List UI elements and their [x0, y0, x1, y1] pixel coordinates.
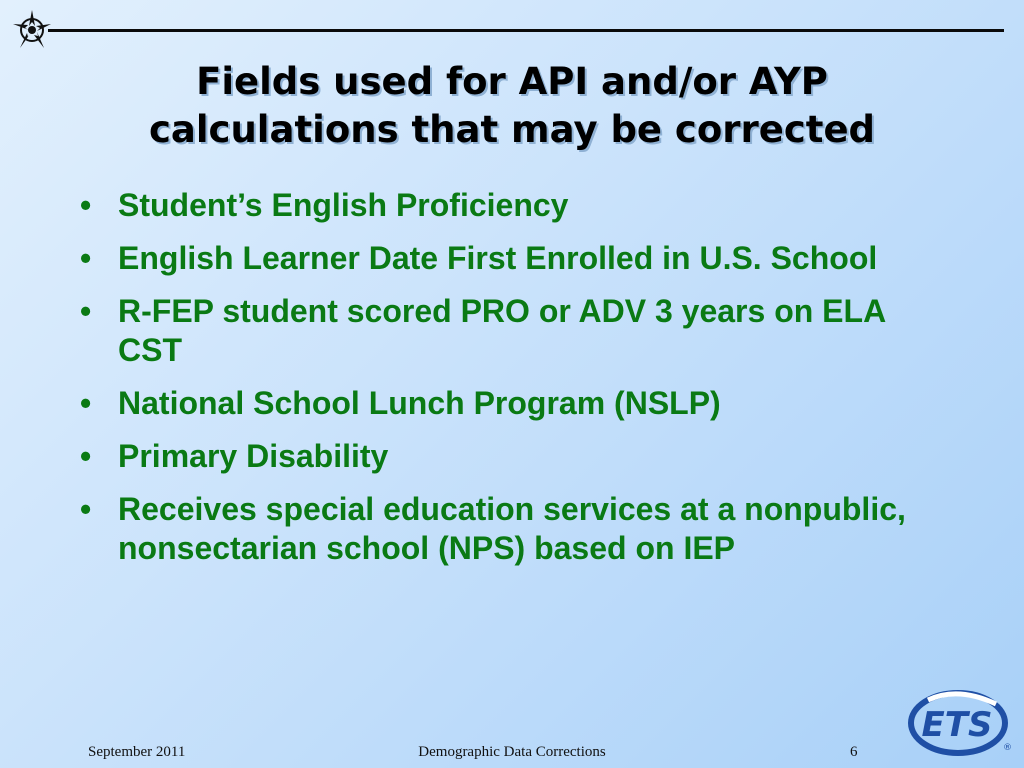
slide-title-line-2: calculations that may be corrected [148, 108, 876, 151]
bullet-text: National School Lunch Program (NSLP) [118, 385, 721, 421]
bullet-dot: • [80, 385, 92, 421]
bullet-item [80, 186, 940, 225]
bullet-text: R-FEP student scored PRO or ADV 3 years on ELA CST [118, 293, 885, 368]
bullet-dot: • [80, 187, 92, 223]
bullet-item [80, 490, 940, 568]
bullet-dot: • [80, 293, 92, 329]
bullet-dot: • [80, 240, 92, 276]
bullet-text: English Learner Date First Enrolled in U.S. School [118, 240, 878, 276]
ets-logo-text: ETS [921, 705, 993, 745]
bullet-item [80, 292, 940, 370]
slide-title-line-1: Fields used for API and/or AYP [196, 60, 828, 103]
bullet-item [80, 239, 940, 278]
bullet-text: Receives special education services at a nonpublic, nonsectarian school (NPS) based on IEP [118, 491, 906, 566]
slide-title [0, 58, 1024, 154]
footer-date: September 2011 [88, 744, 186, 760]
bullet-list [80, 186, 940, 582]
footer-title: Demographic Data Corrections [418, 744, 606, 760]
bullet-text: Primary Disability [118, 438, 389, 474]
footer-page-number: 6 [850, 744, 858, 760]
registered-mark: ® [1003, 743, 1012, 753]
header-rule [48, 29, 1004, 32]
bullet-item [80, 437, 940, 476]
bullet-text: Student’s English Proficiency [118, 187, 569, 223]
bullet-item [80, 384, 940, 423]
bullet-dot: • [80, 491, 92, 527]
ets-logo [906, 688, 1012, 758]
bullet-dot: • [80, 438, 92, 474]
